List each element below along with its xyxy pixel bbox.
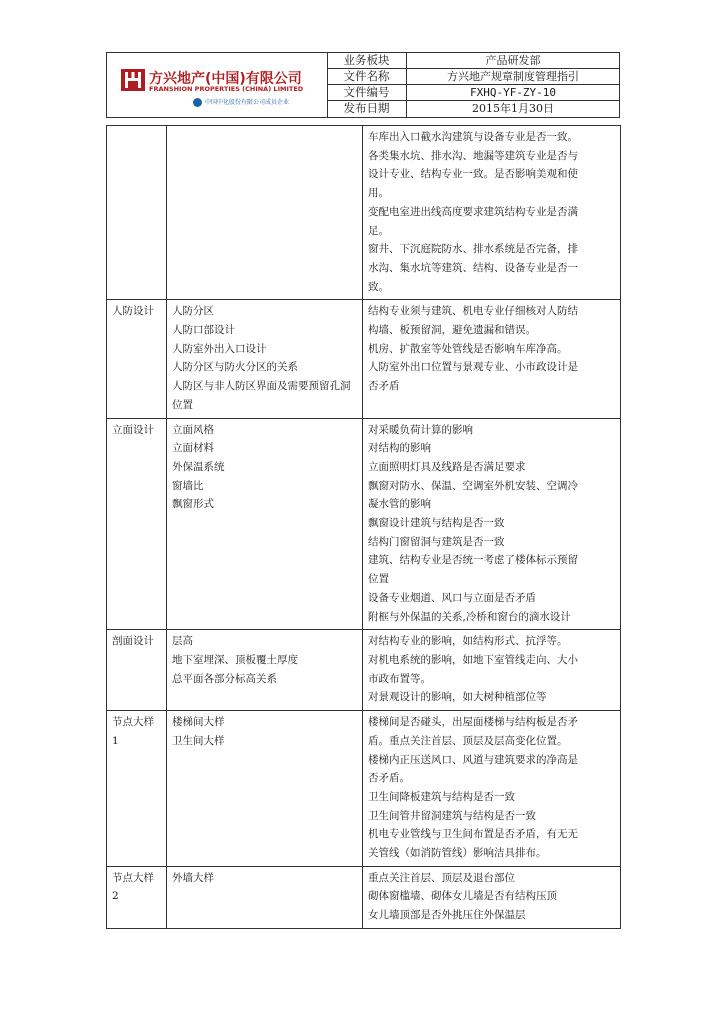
check-line: 位置 [368,573,389,586]
checks-cell [363,418,621,630]
meta-key: 文件编号 [327,85,407,100]
table-row [107,126,621,300]
table-row [107,866,621,928]
design-review-table [106,125,621,929]
review-item: 窗墙比 [172,479,204,492]
category-cell [107,126,167,300]
category-label: 节点大样 1 [112,716,154,747]
review-item: 地下室埋深、顶板覆土厚度 [172,653,298,666]
company-logo [107,53,328,117]
checks-cell [363,866,621,928]
table-row [107,630,621,711]
meta-key: 业务板块 [327,53,407,68]
check-line: 窗井、下沉庭院防水、排水系统是否完备，排 [368,243,578,256]
items-cell [167,866,363,928]
check-line: 否矛盾 [368,380,400,393]
review-item: 外保温系统 [172,460,225,473]
document-header [106,52,620,118]
meta-row-date [327,101,619,117]
meta-key: 发布日期 [327,101,407,117]
check-line: 砌体窗槛墙、砌体女儿墙是否有结构压顶 [368,890,557,903]
check-line: 构墙、板预留洞，避免遗漏和错误。 [368,324,536,337]
check-line: 重点关注首层、顶层及退台部位 [368,871,515,884]
company-name-cn: 方兴地产(中国)有限公司 [149,71,302,87]
items-cell [167,711,363,867]
category-cell [107,630,167,711]
check-line: 女儿墙顶部是否外挑压住外保温层 [368,909,526,922]
check-line: 对结构的影响 [368,442,431,455]
checks-cell [363,711,621,867]
check-line: 车库出入口截水沟建筑与设备专业是否一致。 [368,131,578,143]
check-line: 关管线（如消防管线）影响洁具排布。 [368,847,547,860]
category-cell [107,866,167,928]
check-line: 否矛盾。 [368,772,410,785]
check-line: 结构门窗留洞与建筑是否一致 [368,535,505,548]
check-line: 变配电室进出线高度要求建筑结构专业是否满 [368,205,578,218]
check-line: 凝水管的影响 [368,498,431,511]
review-item: 人防室外出入口设计 [172,342,267,355]
check-line: 对景观设计的影响，如大树种植部位等 [368,691,547,704]
table-row [107,300,621,418]
check-line: 足。 [368,224,389,237]
check-line: 附框与外保温的关系,冷桥和窗台的滴水设计 [368,610,571,623]
checks-cell [363,126,621,300]
meta-value: FXHQ-YF-ZY-10 [469,86,557,99]
items-cell [167,126,363,300]
check-line: 机电专业管线与卫生间布置是否矛盾，有无无 [368,828,578,841]
checks-cell [363,630,621,711]
category-label: 节点大样 2 [112,871,154,903]
check-line: 飘窗设计建筑与结构是否一致 [368,517,505,530]
document-meta [327,53,619,117]
company-parent: 中国中化股份有限公司成员企业 [205,99,290,106]
items-cell [167,300,363,418]
category-cell [107,300,167,418]
checks-cell [363,300,621,418]
table-row [107,711,621,867]
franshion-logo-icon [121,69,145,91]
meta-value: 方兴地产规章制度管理指引 [447,70,579,83]
check-line: 水沟、集水坑等建筑、结构、设备专业是否一 [368,261,578,274]
check-line: 各类集水坑、排水沟、地漏等建筑专业是否与 [368,149,578,162]
review-item: 卫生间大样 [172,734,225,747]
check-line: 立面照明灯具及线路是否满足要求 [368,460,526,473]
company-name-en: FRANSHION PROPERTIES (CHINA) LIMITED [149,85,304,93]
check-line: 卫生间管井留洞建筑与结构是否一致 [368,809,536,822]
check-line: 市政布置等。 [368,672,431,685]
category-cell [107,418,167,630]
check-line: 飘窗对防水、保温、空调室外机安装、空调冷 [368,479,578,492]
items-cell [167,418,363,630]
check-line: 机房、扩散室等处管线是否影响车库净高。 [368,342,568,355]
table-row [107,418,621,630]
meta-row-number [327,85,619,101]
items-cell [167,630,363,711]
review-item: 飘窗形式 [172,498,214,511]
meta-value: 产品研发部 [485,54,541,67]
category-label: 立面设计 [112,423,154,436]
category-label: 剖面设计 [112,635,154,648]
review-item: 人防分区与防火分区的关系 [172,361,298,374]
check-line: 对机电系统的影响，如地下室管线走向、大小 [368,653,578,666]
meta-value: 2015年1月30日 [472,102,554,115]
check-line: 对采暖负荷计算的影响 [368,423,473,436]
review-item: 立面风格 [172,423,214,436]
check-line: 人防室外出口位置与景观专业、小市政设计是 [368,361,578,374]
check-line: 设计专业、结构专业一致。是否影响美观和使 [368,168,578,181]
review-item: 人防分区 [172,305,214,318]
check-line: 楼梯间是否碰头，出屋面楼梯与结构板是否矛 [368,716,578,729]
check-line: 设备专业烟道、风口与立面是否矛盾 [368,591,536,604]
review-item: 楼梯间大样 [172,716,225,729]
check-line: 用。 [368,187,389,200]
review-item: 人防口部设计 [172,324,235,337]
check-line: 建筑、结构专业是否统一考虑了楼体标示预留 [368,554,578,567]
review-item: 位置 [172,398,193,411]
check-line: 卫生间降板建筑与结构是否一致 [368,790,515,803]
meta-row-division [327,53,619,69]
check-line: 盾。重点关注首层、顶层及层高变化位置。 [368,734,568,747]
review-item: 层高 [172,635,193,648]
meta-row-title [327,69,619,85]
check-line: 致。 [368,280,389,293]
review-item: 总平面各部分标高关系 [172,672,277,685]
sinochem-icon [193,98,202,107]
review-item: 人防区与非人防区界面及需要预留孔洞 [172,380,351,393]
category-cell [107,711,167,867]
review-item: 外墙大样 [172,871,214,884]
meta-key: 文件名称 [327,69,407,84]
review-item: 立面材料 [172,442,214,455]
check-line: 楼梯内正压送风口、风道与建筑要求的净高是 [368,753,578,766]
check-line: 对结构专业的影响，如结构形式、抗浮等。 [368,635,568,648]
check-line: 结构专业须与建筑、机电专业仔细核对人防结 [368,305,578,318]
category-label: 人防设计 [112,305,154,318]
